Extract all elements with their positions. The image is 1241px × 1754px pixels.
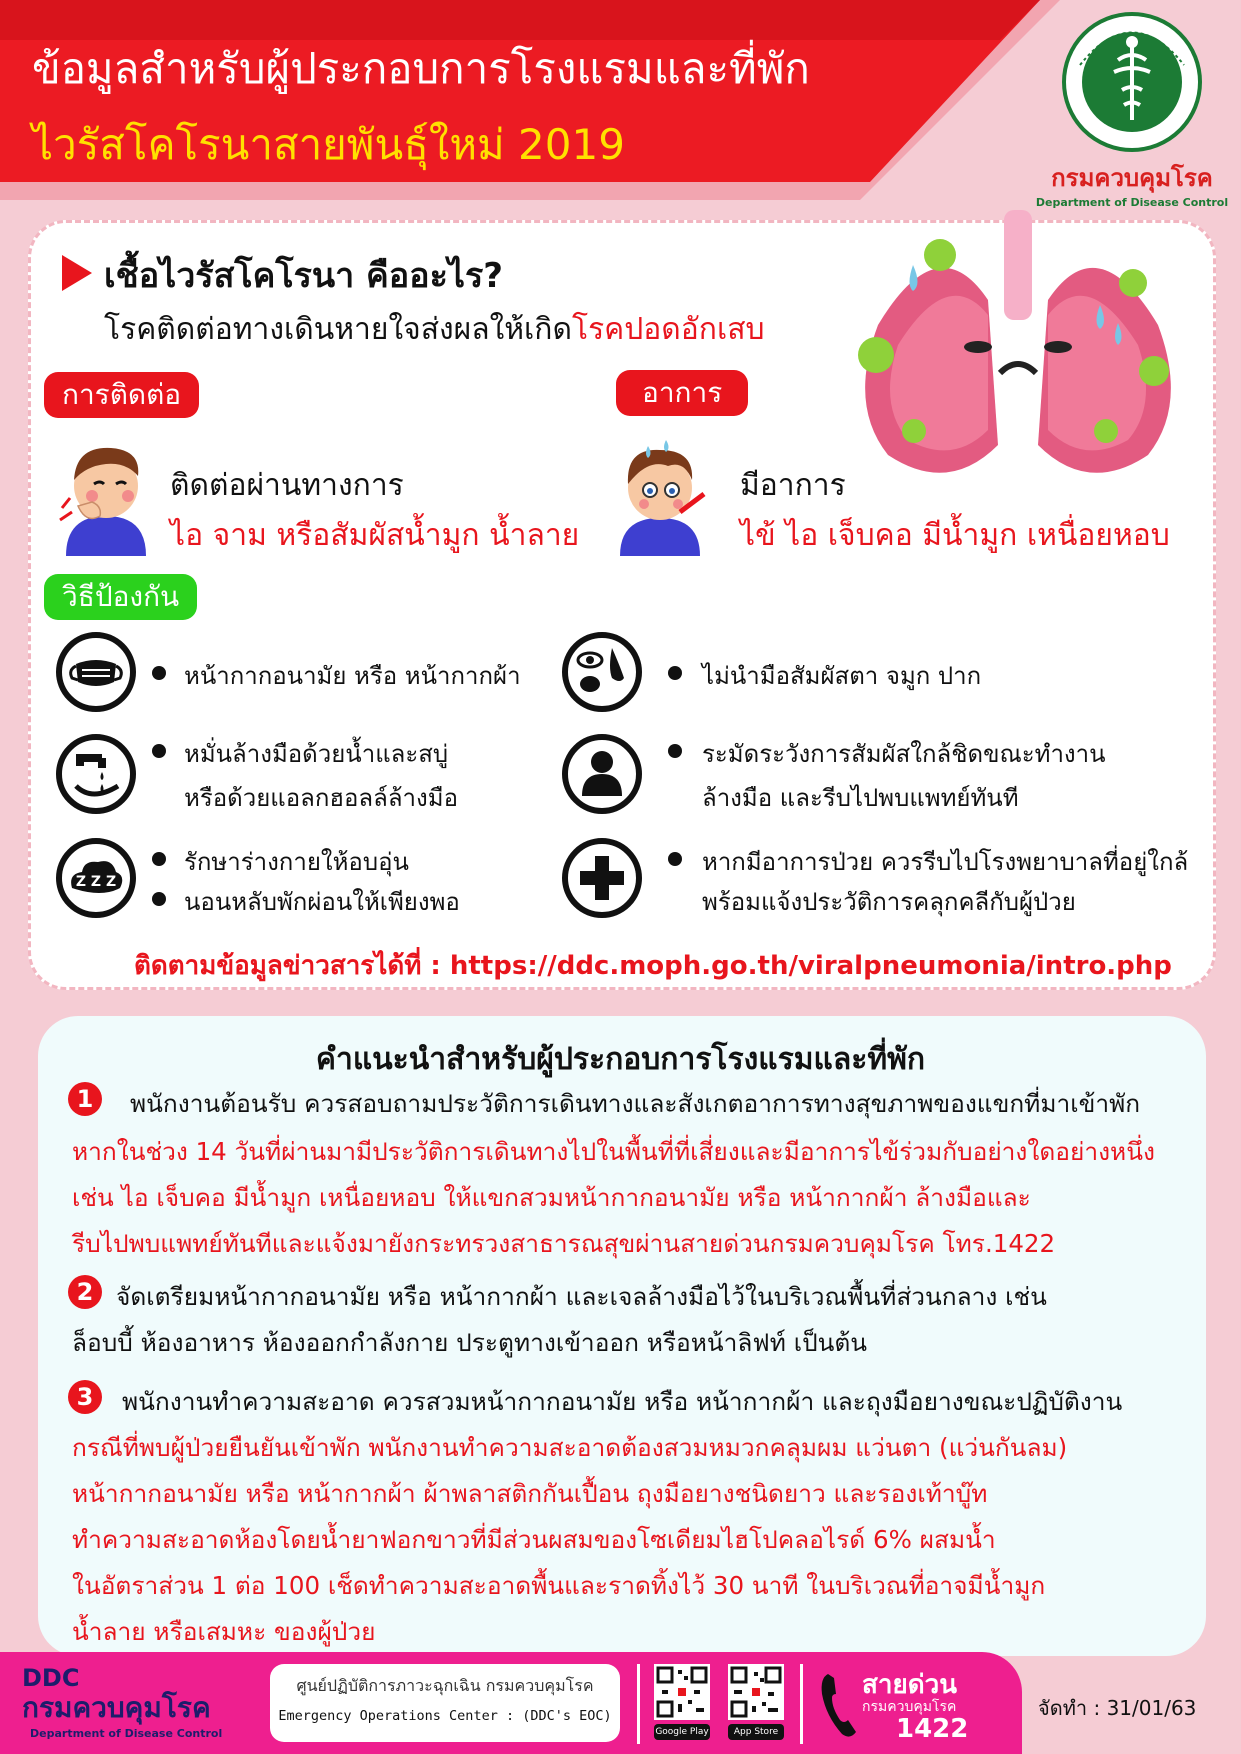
transmission-line1: ติดต่อผ่านทางการ bbox=[170, 468, 404, 503]
google-play-qr-icon[interactable] bbox=[654, 1664, 710, 1720]
eye-nose-mouth-icon bbox=[562, 632, 642, 712]
transmission-line2: ไอ จาม หรือสัมผัสน้ำมูก น้ำลาย bbox=[170, 518, 580, 553]
lungs-illustration-icon bbox=[838, 205, 1198, 495]
bullet-dot bbox=[152, 852, 166, 866]
symptoms-tag: อาการ bbox=[616, 370, 748, 416]
advice-1-line-2: หากในช่วง 14 วันที่ผ่านมามีประวัติการเดินทางไปในพื้นที่ที่เสี่ยงและมีอาการไข้ร่วมกับอย่างใดอย่างหนึ่ง bbox=[72, 1137, 1155, 1166]
prevention-contact-text-1: ระมัดระวังการสัมผัสใกล้ชิดขณะทำงาน bbox=[702, 740, 1106, 768]
hotline-number[interactable]: 1422 bbox=[896, 1714, 969, 1744]
person-icon bbox=[562, 734, 642, 814]
virus-definition bbox=[104, 306, 765, 353]
prevention-face-text: ไม่นำมือสัมผัสตา จมูก ปาก bbox=[702, 662, 982, 690]
eoc-thai-label: ศูนย์ปฏิบัติการภาวะฉุกเฉิน กรมควบคุมโรค bbox=[296, 1676, 594, 1695]
prevention-sleep-text: นอนหลับพักผ่อนให้เพียงพอ bbox=[184, 888, 460, 916]
handwash-icon bbox=[56, 734, 136, 814]
hotline-org: กรมควบคุมโรค bbox=[862, 1699, 957, 1715]
eoc-english-label: Emergency Operations Center : (DDC's EOC) bbox=[278, 1708, 612, 1724]
advice-2-line-1: จัดเตรียมหน้ากากอนามัย หรือ หน้ากากผ้า และเจลล้างมือไว้ในบริเวณพื้นที่ส่วนกลาง เช่น bbox=[116, 1282, 1047, 1311]
bullet-dot bbox=[152, 666, 166, 680]
hotline-label: สายด่วน bbox=[862, 1670, 957, 1700]
prevention-warm-text: รักษาร่างกายให้อบอุ่น bbox=[184, 848, 409, 876]
app-store-qr-icon[interactable] bbox=[728, 1664, 784, 1720]
prevention-mask-text: หน้ากากอนามัย หรือ หน้ากากผ้า bbox=[184, 662, 521, 690]
bullet-dot bbox=[668, 666, 682, 680]
virus-definition-text: โรคติดต่อทางเดินหายใจส่งผลให้เกิด bbox=[104, 312, 572, 347]
advice-3-line-6: น้ำลาย หรือเสมหะ ของผู้ป่วย bbox=[72, 1617, 376, 1646]
prevention-handwash-text-2: หรือด้วยแอลกฮอลล์ล้างมือ bbox=[184, 784, 458, 812]
header-banner bbox=[0, 0, 1060, 200]
advice-3-line-3: หน้ากากอนามัย หรือ หน้ากากผ้า ผ้าพลาสติกกันเปื้อน ถุงมือยางชนิดยาว และรองเท้าบู๊ท bbox=[72, 1479, 988, 1508]
advice-3-line-2: กรณีที่พบผู้ป่วยยืนยันเข้าพัก พนักงานทำความสะอาดต้องสวมหมวกคลุมผม แว่นตา (แว่นกันลม) bbox=[72, 1433, 1068, 1462]
footer-divider bbox=[637, 1664, 640, 1744]
footer-department-english: Department of Disease Control bbox=[30, 1727, 223, 1740]
publish-date: จัดทำ : 31/01/63 bbox=[1038, 1696, 1197, 1720]
advice-number-1: 1 bbox=[68, 1082, 102, 1116]
pneumonia-highlight: โรคปอดอักเสบ bbox=[571, 312, 765, 347]
advice-3-line-1: พนักงานทำความสะอาด ควรสวมหน้ากากอนามัย หรือ หน้ากากผ้า และถุงมือยางขณะปฏิบัติงาน bbox=[122, 1387, 1123, 1416]
symptoms-line2: ไข้ ไอ เจ็บคอ มีน้ำมูก เหนื่อยหอบ bbox=[740, 518, 1170, 553]
ministry-logo bbox=[1035, 10, 1229, 210]
footer-ddc-label: DDC bbox=[22, 1664, 80, 1692]
ministry-seal-icon bbox=[1052, 10, 1212, 160]
advice-1-line-3: เช่น ไอ เจ็บคอ มีน้ำมูก เหนื่อยหอบ ให้แขกสวมหน้ากากอนามัย หรือ หน้ากากผ้า ล้างมือและ bbox=[72, 1183, 1031, 1212]
google-play-badge[interactable]: Google Play bbox=[654, 1724, 710, 1740]
advice-3-line-4: ทำความสะอาดห้องโดยน้ำยาฟอกขาวที่มีส่วนผสมของโซเดียมไฮโปคลอไรด์ 6% ผสมน้ำ bbox=[72, 1525, 996, 1554]
ministry-department-english: Department of Disease Control bbox=[1035, 196, 1229, 209]
transmission-tag: การติดต่อ bbox=[44, 372, 199, 418]
bullet-dot bbox=[668, 744, 682, 758]
mask-icon bbox=[56, 632, 136, 712]
medical-cross-icon bbox=[562, 838, 642, 918]
prevention-hospital-text-1: หากมีอาการป่วย ควรรีบไปโรงพยาบาลที่อยู่ใกล้ bbox=[702, 848, 1189, 876]
advice-number-2: 2 bbox=[68, 1275, 102, 1309]
page-subtitle: ไวรัสโคโรนาสายพันธุ์ใหม่ 2019 bbox=[32, 120, 625, 169]
zzz-text: Z Z Z bbox=[75, 874, 117, 890]
ministry-department-name: กรมควบคุมโรค bbox=[1051, 164, 1213, 192]
follow-info-link[interactable]: ติดตามข้อมูลข่าวสารได้ที่ : https://ddc.moph.go.th/viralpneumonia/intro.php bbox=[134, 951, 1172, 981]
coughing-person-icon bbox=[56, 436, 156, 556]
prevention-contact-text-2: ล้างมือ และรีบไปพบแพทย์ทันที bbox=[702, 784, 1019, 812]
bullet-dot bbox=[668, 852, 682, 866]
advice-2-line-2: ล็อบบี้ ห้องอาหาร ห้องออกกำลังกาย ประตูทางเข้าออก หรือหน้าลิฟท์ เป็นต้น bbox=[72, 1328, 868, 1357]
footer-department-name: กรมควบคุมโรค bbox=[22, 1691, 211, 1724]
advice-number-3: 3 bbox=[68, 1380, 102, 1414]
prevention-handwash-text-1: หมั่นล้างมือด้วยน้ำและสบู่ bbox=[184, 740, 449, 768]
bullet-dot bbox=[152, 892, 166, 906]
play-arrow-icon bbox=[62, 255, 92, 291]
phone-icon bbox=[818, 1670, 858, 1740]
advice-1-line-1: พนักงานต้อนรับ ควรสอบถามประวัติการเดินทางและสังเกตอาการทางสุขภาพของแขกที่มาเข้าพัก bbox=[130, 1089, 1141, 1118]
advice-1-line-4: รีบไปพบแพทย์ทันทีและแจ้งมายังกระทรวงสาธารณสุขผ่านสายด่วนกรมควบคุมโรค โทร.1422 bbox=[72, 1229, 1056, 1258]
advice-title: คำแนะนำสำหรับผู้ประกอบการโรงแรมและที่พัก bbox=[315, 1042, 926, 1077]
symptoms-line1: มีอาการ bbox=[740, 468, 846, 503]
page-title: ข้อมูลสำหรับผู้ประกอบการโรงแรมและที่พัก bbox=[32, 44, 810, 93]
prevention-tag: วิธีป้องกัน bbox=[44, 574, 197, 620]
footer-divider bbox=[800, 1664, 803, 1744]
virus-question-heading: เชื้อไวรัสโคโรนา คืออะไร? bbox=[104, 256, 503, 296]
sick-person-icon bbox=[608, 436, 718, 556]
advice-3-line-5: ในอัตราส่วน 1 ต่อ 100 เช็ดทำความสะอาดพื้นและราดทิ้งไว้ 30 นาที ในบริเวณที่อาจมีน้ำมูก bbox=[72, 1571, 1046, 1600]
app-store-badge[interactable]: App Store bbox=[728, 1724, 784, 1740]
sleep-icon bbox=[56, 838, 136, 918]
prevention-hospital-text-2: พร้อมแจ้งประวัติการคลุกคลีกับผู้ป่วย bbox=[702, 888, 1076, 916]
bullet-dot bbox=[152, 744, 166, 758]
